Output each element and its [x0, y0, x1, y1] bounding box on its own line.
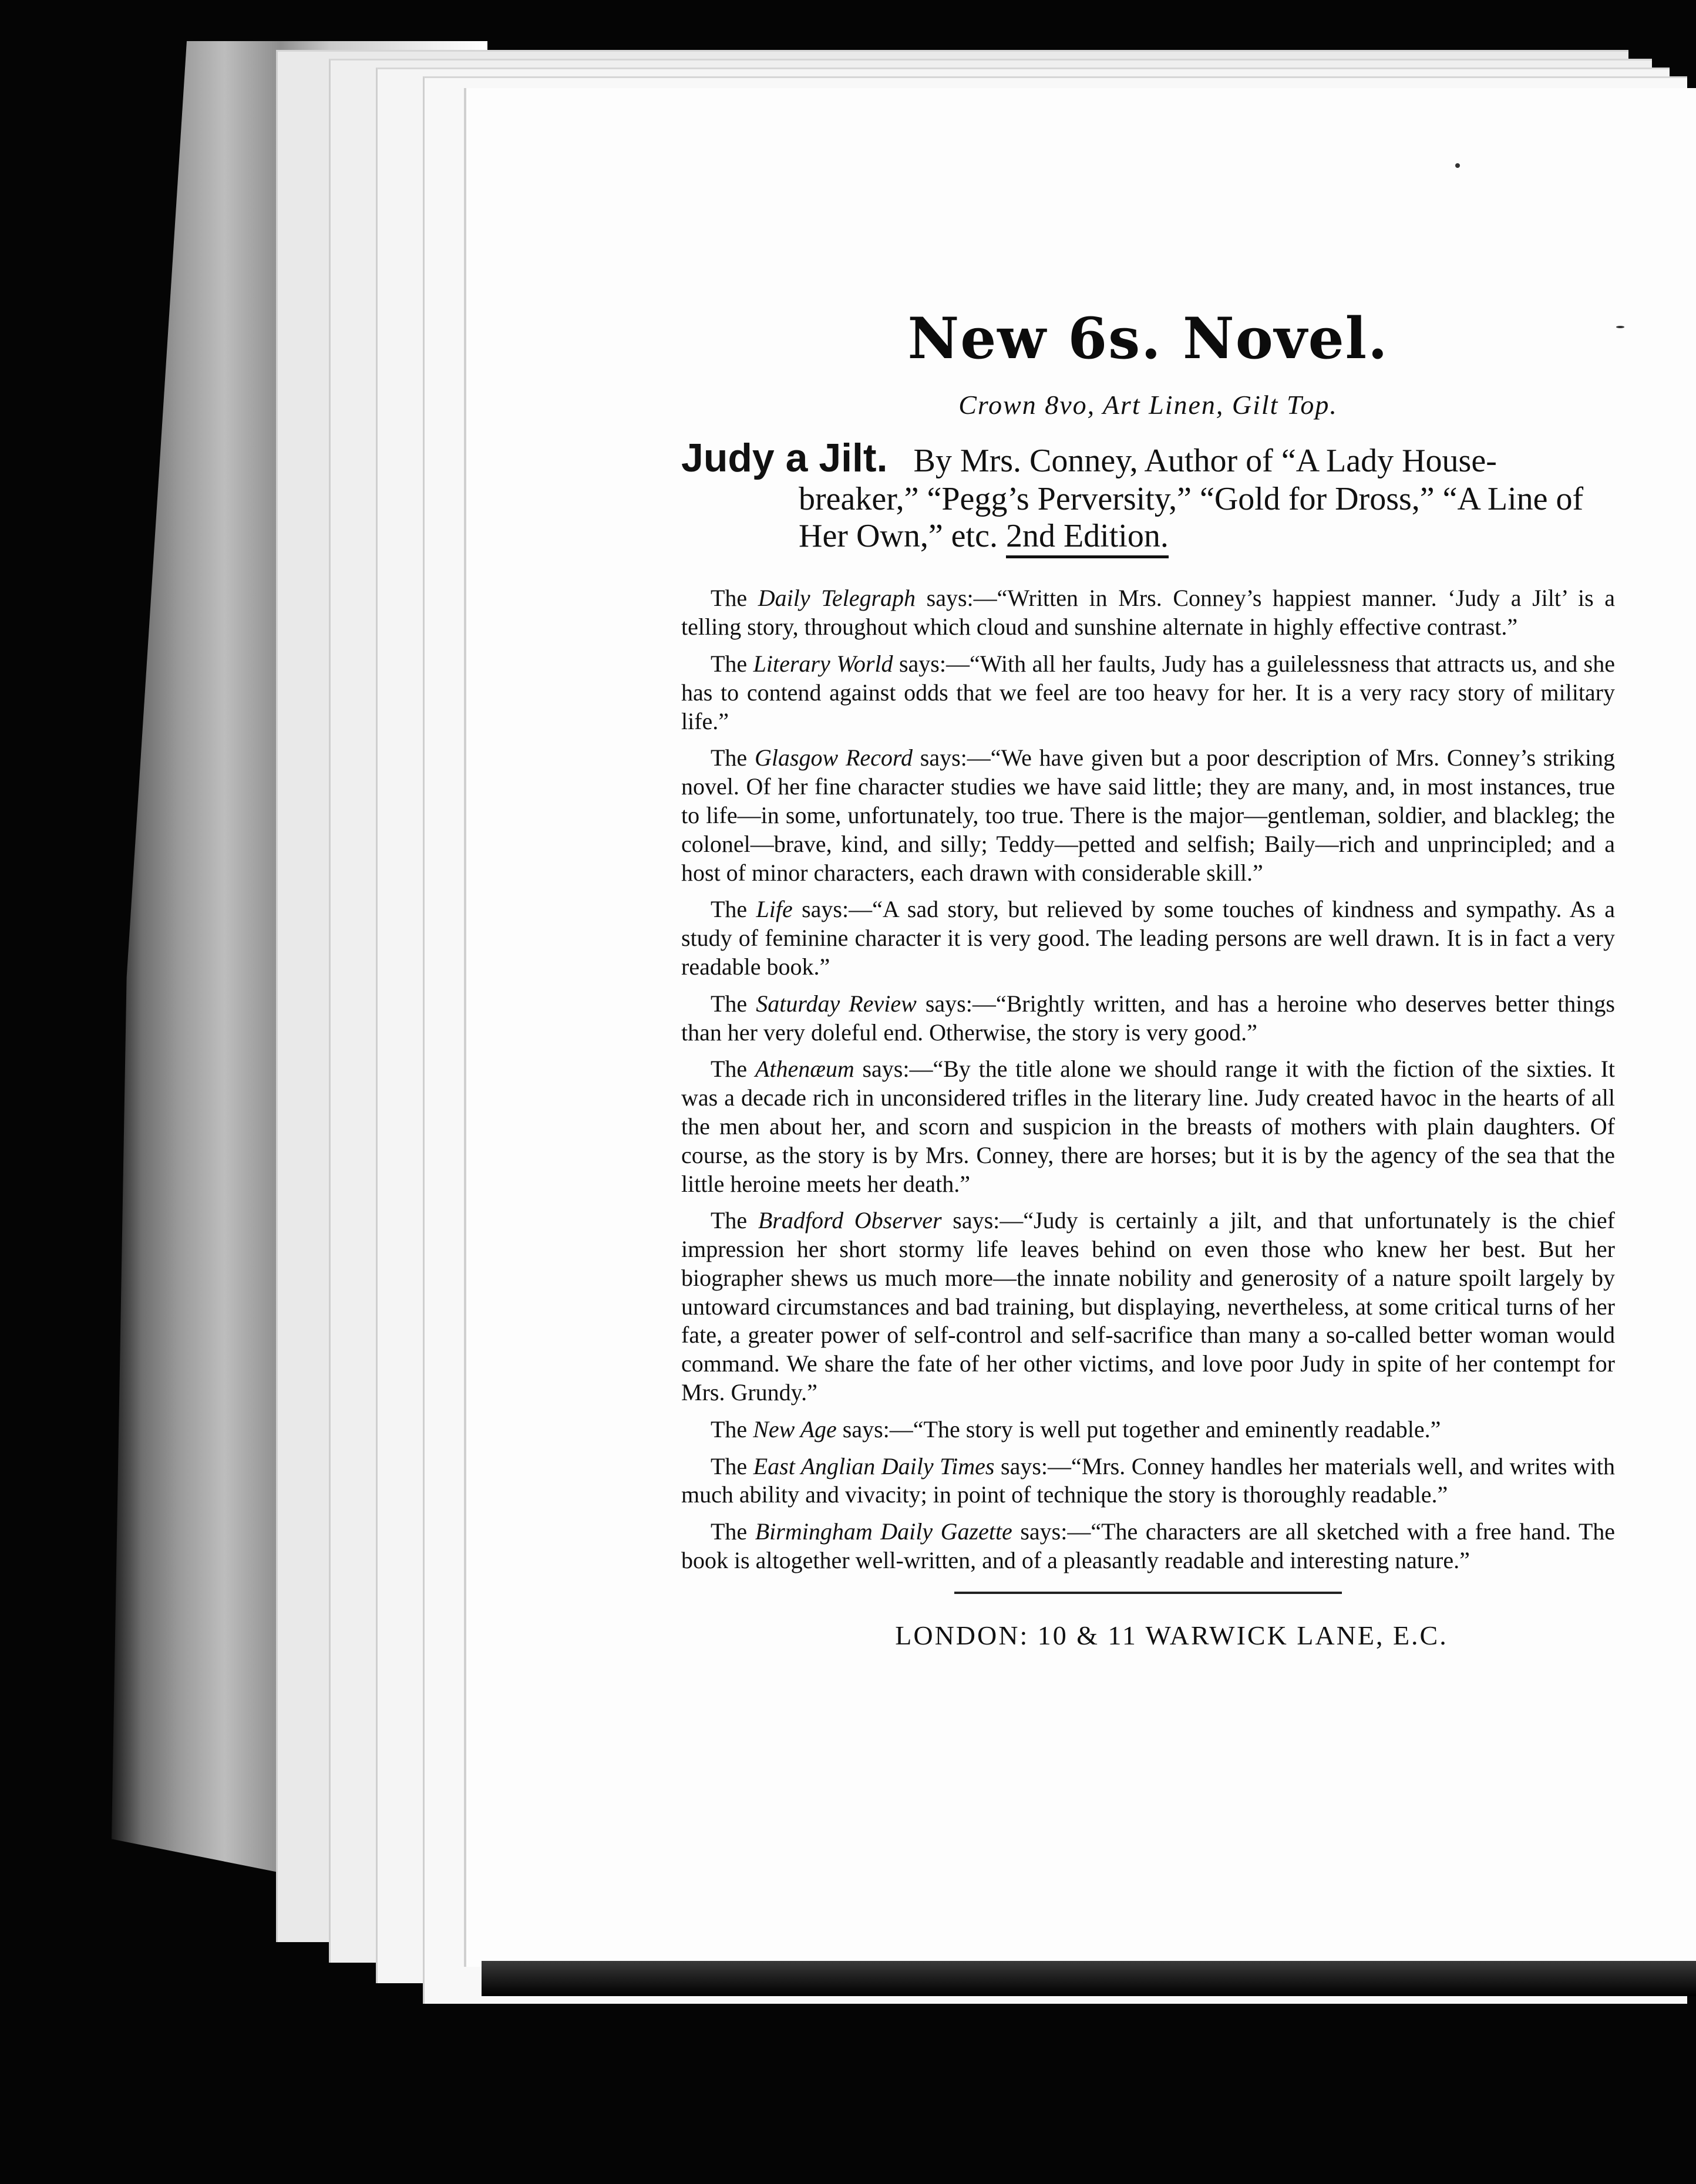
review-lead: The — [711, 990, 748, 1017]
review-source: Glasgow Record — [754, 744, 913, 771]
review-list — [681, 584, 1615, 1575]
review-text: says:—“Brightly written, and has a heroine who deserves better things than her very doleful end. Otherwise, the story is very good.” — [681, 990, 1615, 1046]
divider-rule — [954, 1592, 1342, 1594]
review-source: Daily Telegraph — [758, 585, 916, 612]
review-paragraph — [681, 990, 1615, 1047]
review-text: says:—“We have given but a poor description of Mrs. Conney’s striking novel. Of her fine character studies we have said little; they are many, and, in most instances, true to life—in some, unfortunately, too true. There is the major—gentleman, soldier, and blackleg; the colonel—brave, kind, and silly; Teddy—petted and selfish; Baily—rich and unprincipled; and a host of minor characters, each drawn with considerable skill.” — [681, 744, 1616, 886]
review-paragraph — [681, 1055, 1615, 1198]
review-paragraph — [681, 895, 1615, 981]
review-source: Literary World — [753, 650, 893, 677]
book-edition: 2nd Edition. — [1006, 518, 1169, 558]
page-heading: New 6s. Novel. — [907, 305, 1389, 372]
review-text: says:—“Mrs. Conney handles her materials well, and writes with much ability and vivacity; in point of technique the story is thoroughly readable.” — [681, 1452, 1616, 1508]
review-text: says:—“With all her faults, Judy has a guilelessness that attracts us, and she has to contend against odds that we feel are too heavy for her. It is a very racy story of military life.” — [681, 650, 1616, 734]
review-lead: The — [711, 650, 748, 677]
review-paragraph — [681, 650, 1615, 736]
book-title-block — [681, 436, 1615, 555]
review-source: Saturday Review — [756, 990, 917, 1017]
scan-speck — [1616, 326, 1624, 328]
review-lead: The — [711, 1415, 748, 1442]
review-paragraph — [681, 584, 1615, 642]
review-text: says:—“The characters are all sketched with a free hand. The book is altogether well-written, and of a pleasantly readable and interesting nature.” — [681, 1518, 1616, 1574]
review-text: says:—“Written in Mrs. Conney’s happiest manner. ‘Judy a Jilt’ is a telling story, throughout which cloud and sunshine alternate in highly effective contrast.” — [681, 585, 1616, 641]
review-source: Life — [756, 896, 793, 923]
review-paragraph — [681, 1452, 1615, 1510]
book-title: Judy a Jilt. — [681, 436, 888, 480]
review-lead: The — [711, 744, 748, 771]
review-paragraph — [681, 1518, 1615, 1575]
publisher-imprint: LONDON: 10 & 11 WARWICK LANE, E.C. — [895, 1620, 1448, 1650]
review-lead: The — [711, 1207, 748, 1234]
review-lead: The — [711, 1452, 748, 1479]
review-lead: The — [711, 896, 748, 923]
review-text: says:—“The story is well put together and eminently readable.” — [842, 1415, 1441, 1442]
review-paragraph — [681, 744, 1615, 887]
review-lead: The — [711, 1056, 748, 1083]
review-lead: The — [711, 1518, 748, 1545]
page-shadow — [482, 1961, 1696, 1996]
review-paragraph — [681, 1206, 1615, 1407]
review-text: says:—“Judy is certainly a jilt, and that unfortunately is the chief impression her short stormy life leaves behind on even those who knew her best. But her biographer shews us much more—the innate nobility and generosity of a nature spoilt largely by untoward circumstances and bad training, but displaying, nevertheless, at some critical turns of her fate, a greater power of self-control and self-sacrifice than many a so-called better woman would command. We share the fate of her other victims, and love poor Judy in spite of her contempt for Mrs. Grundy.” — [681, 1207, 1615, 1406]
review-paragraph — [681, 1415, 1615, 1444]
review-lead: The — [711, 585, 748, 612]
scan-speck — [1455, 163, 1460, 168]
review-source: Bradford Observer — [758, 1207, 942, 1234]
review-source: New Age — [753, 1415, 837, 1442]
review-source: East Anglian Daily Times — [753, 1452, 995, 1479]
review-source: Birmingham Daily Gazette — [755, 1518, 1012, 1545]
review-text: says:—“By the title alone we should range it with the fiction of the sixties. It was a decade rich in unconsidered trifles in the literary line. Judy created havoc in the hearts of all the men about her, and scorn and suspicion in the breasts of mothers with plain daughters. Of course, as the story is by Mrs. Conney, there are horses; but it is by the agency of the sea that the little heroine meets her death.” — [681, 1056, 1616, 1197]
format-line: Crown 8vo, Art Linen, Gilt Top. — [958, 390, 1338, 420]
review-text: says:—“A sad story, but relieved by some touches of kindness and sympathy. As a study of feminine character it is very good. The leading persons are well drawn. It is in fact a very readable book.” — [681, 896, 1615, 980]
page-content — [681, 305, 1615, 1651]
book-byline: By Mrs. Conney, Author of “A Lady House-breaker,” “Pegg’s Perversity,” “Gold for Dross,” “A Line of Her Own,” etc. — [799, 443, 1584, 555]
review-source: Athenæum — [755, 1056, 854, 1083]
